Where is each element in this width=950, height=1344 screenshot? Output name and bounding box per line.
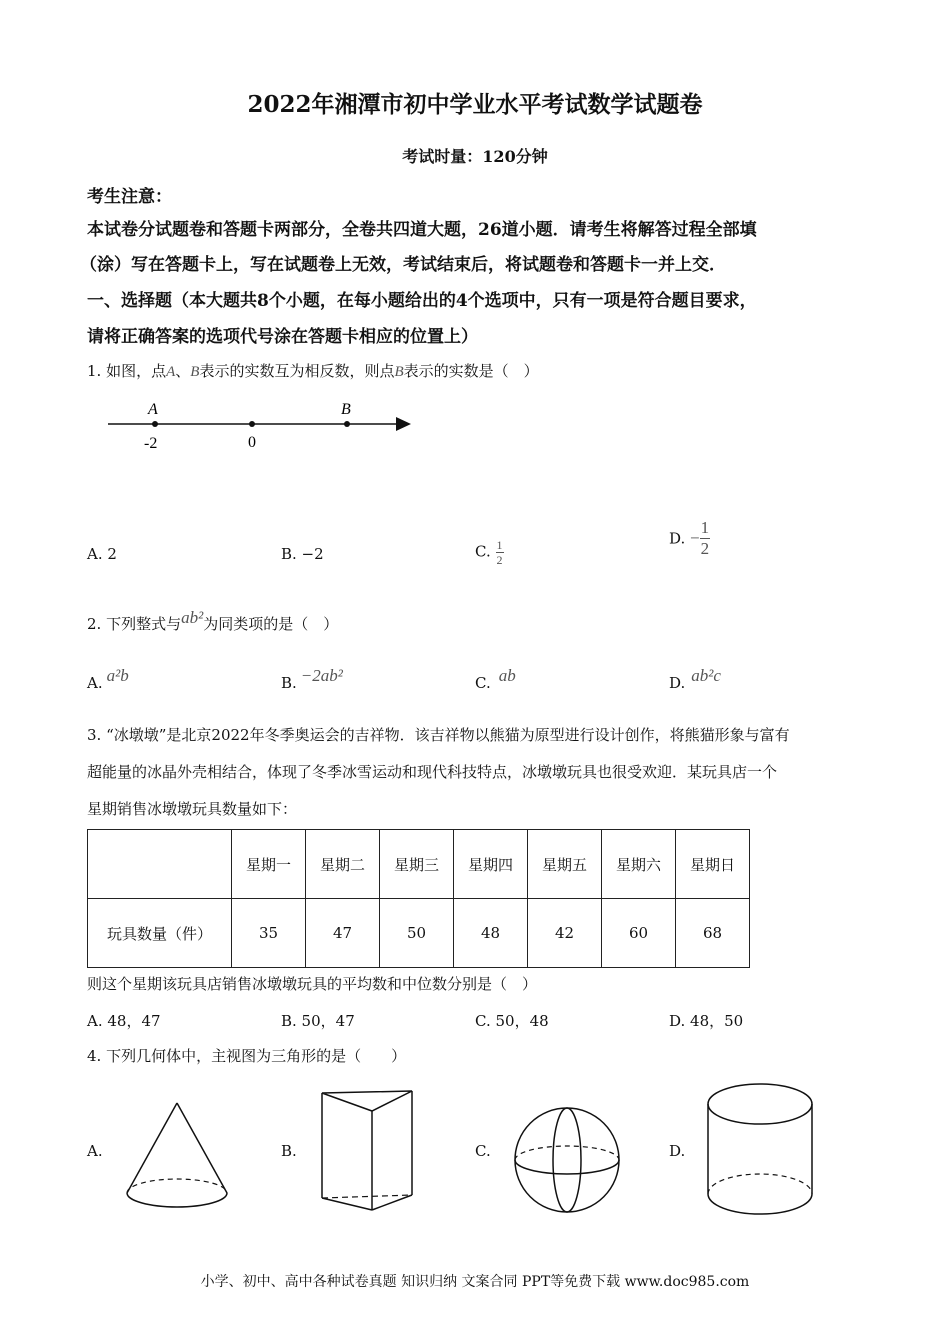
q3-option-d[interactable]: D. 48，50 — [669, 1012, 744, 1030]
expr-ab-squared: ab² — [181, 608, 204, 627]
section1-line-1: 一、选择题（本大题共8个小题，在每小题给出的4个选项中，只有一项是符合题目要求， — [87, 291, 757, 311]
q3-stem-line-1: 3. “冰墩墩”是北京2022年冬季奥运会的吉祥物．该吉祥物以熊猫为原型进行设计创作，将熊猫形象与富有 — [87, 726, 790, 744]
table-header-row — [88, 830, 750, 899]
page-title: 2022年湘潭市初中学业水平考试数学试题卷 — [247, 91, 703, 118]
tick-label-zero: 0 — [248, 434, 256, 451]
table-header-cell: 星期二 — [306, 830, 380, 899]
q3-question: 则这个星期该玩具店销售冰墩墩玩具的平均数和中位数分别是（ ） — [87, 975, 538, 993]
table-row — [88, 899, 750, 968]
arrow-right-icon — [396, 417, 411, 431]
exam-duration: 考试时量：120分钟 — [402, 147, 548, 166]
q1-option-d[interactable]: D. − $\frac{1}{2}$ — [669, 518, 710, 558]
table-cell: 60 — [602, 899, 676, 968]
cylinder-figure — [700, 1078, 820, 1220]
table-header-cell: 星期一 — [232, 830, 306, 899]
q4-stem: 4. 下列几何体中，主视图为三角形的是（ ） — [87, 1047, 407, 1065]
table-header-cell — [88, 830, 232, 899]
point-b — [344, 421, 350, 427]
table-header-cell: 星期三 — [380, 830, 454, 899]
q2-option-b[interactable]: B. −2ab² — [281, 666, 343, 692]
q1-stem: 1. 如图，点A、B表示的实数互为相反数，则点B表示的实数是（ ） — [87, 362, 539, 380]
table-cell: 47 — [306, 899, 380, 968]
notice-heading: 考生注意： — [87, 187, 172, 207]
table-header-cell: 星期四 — [454, 830, 528, 899]
sphere-figure — [510, 1105, 625, 1215]
q4-option-c[interactable]: C. — [475, 1142, 491, 1160]
q4-option-b[interactable]: B. — [281, 1142, 297, 1160]
q1-option-c[interactable]: C. $\frac{1}{2}$ — [475, 538, 503, 567]
q1-option-b[interactable]: B. −2 — [281, 545, 324, 563]
table-cell: 50 — [380, 899, 454, 968]
q4-option-a[interactable]: A. — [87, 1142, 103, 1160]
q3-stem-line-3: 星期销售冰墩墩玩具数量如下： — [87, 800, 298, 818]
q2-option-a[interactable]: A. a²b — [87, 666, 129, 692]
table-header-cell: 星期六 — [602, 830, 676, 899]
point-a — [152, 421, 158, 427]
tick-label-minus-2: -2 — [144, 435, 158, 452]
table-cell: 42 — [528, 899, 602, 968]
q2-option-c[interactable]: C. ab — [475, 666, 516, 692]
table-cell: 48 — [454, 899, 528, 968]
q3-option-c[interactable]: C. 50，48 — [475, 1012, 549, 1030]
fraction-one-half: $\frac{1}{2}$ — [496, 538, 503, 567]
notice-line-2: （涂）写在答题卡上，写在试题卷上无效，考试结束后，将试题卷和答题卡一并上交． — [80, 255, 726, 275]
triangular-prism-figure — [315, 1083, 420, 1218]
q3-option-a[interactable]: A. 48，47 — [87, 1012, 161, 1030]
q2-stem: 2. 下列整式与ab²为同类项的是（ ） — [87, 608, 339, 633]
point-origin — [249, 421, 255, 427]
page-footer: 小学、初中、高中各种试卷真题 知识归纳 文案合同 PPT等免费下载 www.doc985.com — [200, 1274, 750, 1290]
table-cell: 68 — [676, 899, 750, 968]
sales-table — [87, 829, 750, 968]
q4-option-d[interactable]: D. — [669, 1142, 686, 1160]
q3-stem-line-2: 超能量的冰晶外壳相结合，体现了冬季冰雪运动和现代科技特点，冰墩墩玩具也很受欢迎．某玩具店一个 — [87, 763, 778, 781]
number-line-diagram — [100, 390, 420, 460]
fraction-negative-one-half: $\frac{1}{2}$ — [700, 518, 710, 558]
q3-option-b[interactable]: B. 50，47 — [281, 1012, 355, 1030]
section1-line-2: 请将正确答案的选项代号涂在答题卡相应的位置上） — [87, 327, 478, 347]
cone-figure — [115, 1095, 235, 1220]
q2-option-d[interactable]: D. ab²c — [669, 666, 721, 692]
label-a: A — [148, 401, 158, 418]
table-cell: 35 — [232, 899, 306, 968]
label-b: B — [341, 401, 351, 418]
table-header-cell: 星期日 — [676, 830, 750, 899]
table-header-cell: 星期五 — [528, 830, 602, 899]
q1-option-a[interactable]: A. 2 — [87, 545, 117, 563]
notice-line-1: 本试卷分试题卷和答题卡两部分，全卷共四道大题，26道小题．请考生将解答过程全部填 — [87, 220, 757, 240]
table-row-label: 玩具数量（件） — [88, 899, 232, 968]
